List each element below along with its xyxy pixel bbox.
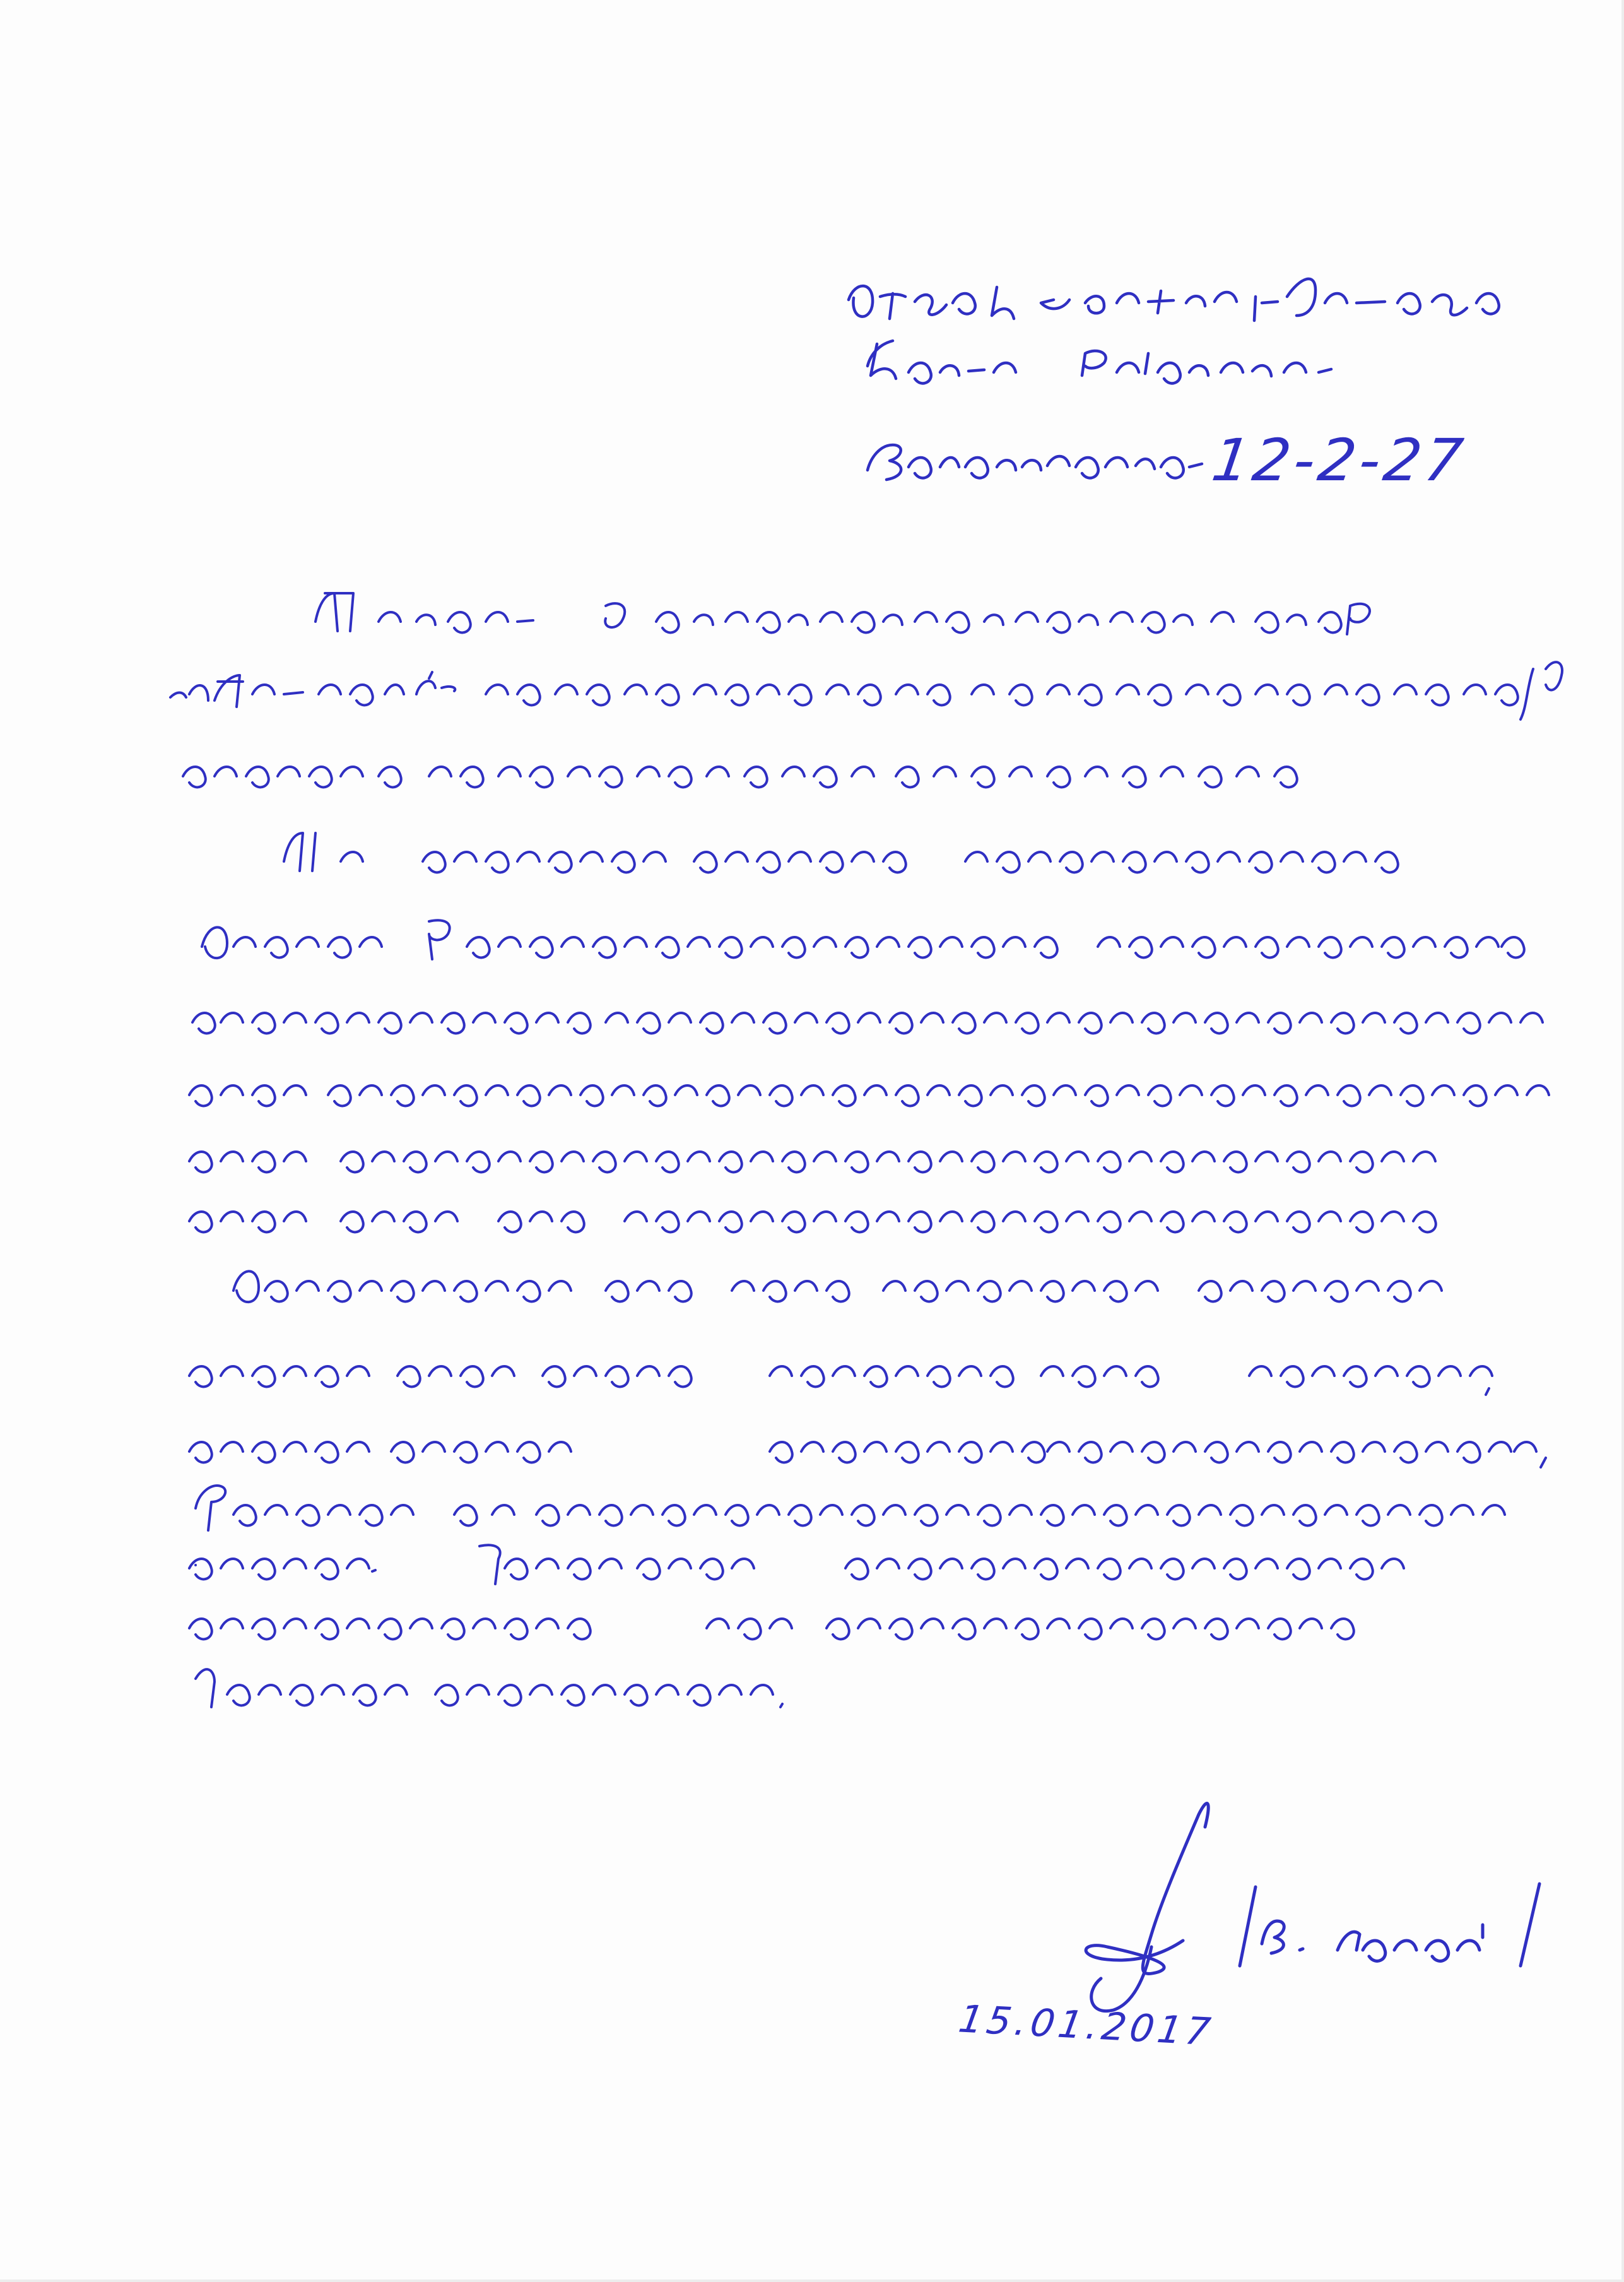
body-line-14 xyxy=(189,1545,1404,1584)
body-line-11 xyxy=(189,1366,1492,1395)
body-line-8 xyxy=(189,1152,1435,1172)
body-line-15 xyxy=(189,1619,1354,1639)
body-line-10 xyxy=(233,1271,1442,1302)
signature-divider-right xyxy=(1521,1884,1539,1966)
signature-name-scribble xyxy=(1262,1921,1483,1961)
header-line-1 xyxy=(849,279,1499,321)
body-line-12 xyxy=(189,1442,1546,1467)
header-line-2 xyxy=(868,341,1331,383)
address-numbers: 12-2-27 xyxy=(1208,427,1471,494)
body-line-16 xyxy=(196,1669,782,1707)
body-line-5 xyxy=(202,920,1524,959)
body-line-13 xyxy=(196,1486,1505,1530)
body-line-9 xyxy=(189,1212,1436,1232)
body-line-2 xyxy=(170,662,1562,719)
signature-divider-left xyxy=(1240,1887,1256,1966)
header-line-3-word xyxy=(868,445,1202,480)
letter-date: 15.01.2017 xyxy=(955,1997,1217,2055)
body-line-3 xyxy=(183,767,1297,787)
body-line-6 xyxy=(192,1013,1543,1033)
signature-graphic xyxy=(1086,1804,1539,2011)
body-line-1 xyxy=(315,593,1370,634)
body-line-4 xyxy=(284,833,1398,872)
body-line-7 xyxy=(189,1085,1549,1106)
body-handwriting xyxy=(170,593,1562,1707)
signature-stroke xyxy=(1086,1804,1208,2011)
